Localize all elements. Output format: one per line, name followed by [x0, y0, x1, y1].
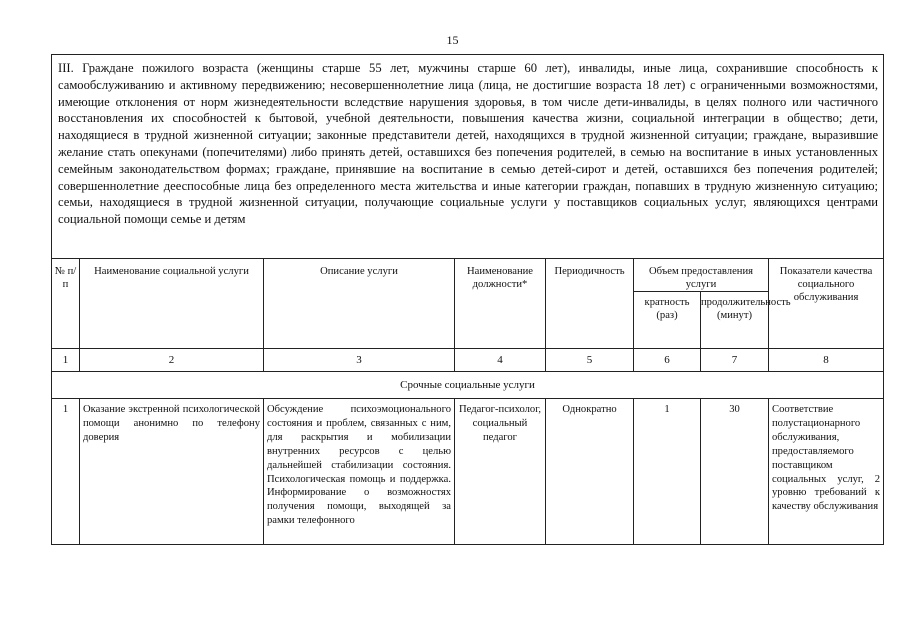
row-duration: 30	[729, 404, 740, 415]
column-number: 6	[634, 349, 701, 372]
section-title: Срочные социальные услуги	[52, 372, 884, 399]
header-quality: Показатели качества социального обслуживания	[769, 259, 884, 349]
header-periodicity: Периодичность	[546, 259, 634, 349]
column-number: 2	[80, 349, 264, 372]
header-num: № п/п	[52, 259, 80, 349]
row-service-name: Оказание экстренной психологической помощи анонимно по телефону доверия	[83, 404, 260, 443]
services-table	[51, 54, 884, 545]
header-multiplicity: кратность (раз)	[634, 292, 701, 349]
column-numbers-row	[52, 349, 884, 372]
column-number: 4	[455, 349, 546, 372]
header-duration: продолжительность (минут)	[701, 292, 769, 349]
header-service-name: Наименование социальной услуги	[80, 259, 264, 349]
header-position: Наименование должности*	[455, 259, 546, 349]
table-row	[52, 399, 884, 545]
column-number: 3	[264, 349, 455, 372]
row-description: Обсуждение психоэмоционального состояния и проблем, связанных с ним, для раскрытия и мобилизации внутренних ресурсов с целью дальнейшей стабилизации состояния. Психологическая помощь и поддержка. Информирование о возможностях получения помощи, выходящей за рамки телефонного	[267, 404, 451, 527]
column-number: 5	[546, 349, 634, 372]
column-number: 1	[52, 349, 80, 372]
column-number: 7	[701, 349, 769, 372]
page-number: 15	[446, 33, 459, 47]
row-multiplicity: 1	[664, 404, 670, 415]
row-num: 1	[62, 404, 69, 415]
recipient-category-description: III. Граждане пожилого возраста (женщины старше 55 лет, мужчины старше 60 лет), инвалиды, иные лица, сохранившие способность к самообслуживанию и активному передвижению; несовершеннолетние лица (лица, не достигшие возраста 18 лет) с ограниченными возможностями, имеющие отклонения от норм жизнедеятельности вследствие нарушения здоровья, в том числе дети-инвалиды, в целях полного или частичного восстановления их способностей к бытовой, учебной деятельности, повышения качества жизни, социальной интеграции в общество; дети, находящиеся в трудной жизненной ситуации; законные представители детей, находящихся в трудной жизненной ситуации; граждане, выразившие желание стать опекунами (попечителями) либо принять детей, оставшихся без попечения родителей, в семью на воспитание в иных установленных семейным законодательством формах; граждане, принявшие на воспитание в семью детей-сирот и детей, оставшихся без попечения родителей; совершеннолетние дееспособные лица без определенного места жительства и иные категории граждан, попавших в трудную жизненную ситуацию; семьи, находящиеся в трудной жизненной ситуации, получающие социальные услуги у поставщиков социальных услуг, являющихся центрами социальной помощи семье и детям	[52, 55, 884, 259]
row-quality: Соответствие полустационарного обслуживания, предоставляемого поставщиком социальных услуг, 2 уровню требований к качеству обслуживания	[772, 404, 881, 513]
section-row	[52, 372, 884, 399]
header-volume: Объем предоставления услуги	[634, 259, 769, 292]
column-number: 8	[769, 349, 884, 372]
row-periodicity: Однократно	[562, 404, 617, 415]
header-description: Описание услуги	[264, 259, 455, 349]
row-position: Педагог-психолог, социальный педагог	[458, 404, 542, 443]
